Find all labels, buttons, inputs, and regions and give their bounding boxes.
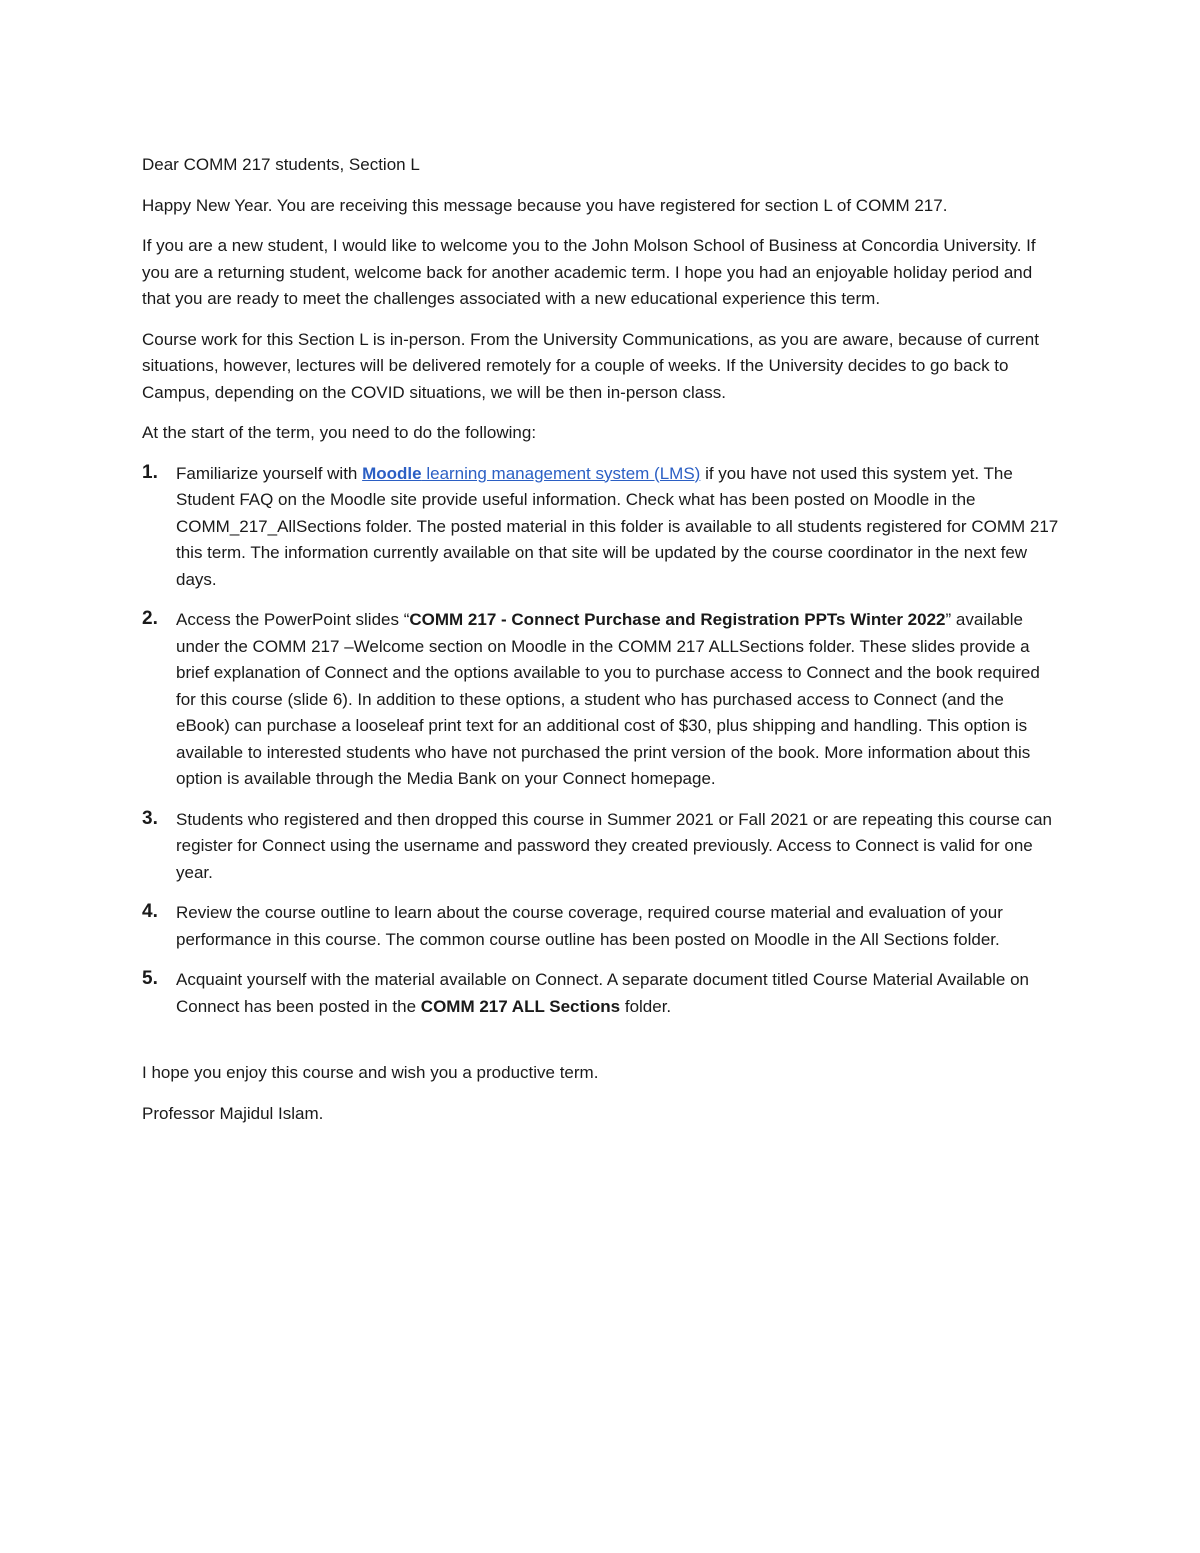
moodle-link-rest[interactable]: learning management system (LMS) <box>421 463 701 483</box>
list-item-1 <box>142 461 1062 594</box>
greeting: Dear COMM 217 students, Section L <box>142 155 420 174</box>
item-number: 2. <box>142 608 158 629</box>
start-intro: At the start of the term, you need to do the following: <box>142 423 537 442</box>
item-number: 5. <box>142 968 158 989</box>
ppt-title: COMM 217 - Connect Purchase and Registration PPTs Winter 2022 <box>409 610 946 629</box>
item-number: 1. <box>142 461 158 483</box>
list-item-4 <box>142 900 1062 953</box>
item-text-pre: Familiarize yourself with <box>176 463 363 483</box>
signature: Professor Majidul Islam. <box>142 1103 324 1123</box>
item-text: Review the course outline to learn about the course coverage, required course material and evaluation of your performance in this course. The common course outline has been posted on Moodle in the All Sections folder. <box>176 903 1003 949</box>
item-text-post: folder. <box>620 996 672 1016</box>
coursework-paragraph: Course work for this Section L is in-person. From the University Communications, as you are aware, because of current situations, however, lectures will be delivered remotely for a couple of weeks. If the University decides to go back to Campus, depending on the COVID situations, we will be then in-person class. <box>142 329 1039 402</box>
item-text-pre: Acquaint yourself with the material available on Connect. A separate document titled Course Material Available on Connect has been posted in the <box>176 970 1030 1016</box>
item-text-post: ” available under the COMM 217 –Welcome section on Moodle in the COMM 217 ALLSections folder. These slides provide a brief explanation of Connect and the options available to you to purchase access to Connect and the book required for this course (slide 6). In addition to these options, a student who has purchased access to Connect (and the eBook) can purchase a looseleaf print text for an additional cost of $30, plus shipping and handling. This option is available to interested students who have not purchased the print version of the book. More information about this option is available through the Media Bank on your Connect homepage. <box>176 610 1040 788</box>
moodle-link-bold[interactable]: Moodle <box>362 463 422 483</box>
todo-list <box>142 461 1062 1021</box>
item-text-post: if you have not used this system yet. The Student FAQ on the Moodle site provide useful information. Check what has been posted on Moodle in the COMM_217_AllSections folder. The posted material in this folder is available to all students registered for COMM 217 this term. The information currently available on that site will be updated by the course coordinator in the next few days. <box>176 463 1059 589</box>
item-text: Students who registered and then dropped this course in Summer 2021 or Fall 2021 or are repeating this course can register for Connect using the username and password they created previously. Access to Connect is valid for one year. <box>176 809 1053 882</box>
item-number: 3. <box>142 807 158 829</box>
welcome-paragraph: If you are a new student, I would like to welcome you to the John Molson School of Business at Concordia University. If you are a returning student, welcome back for another academic term. I hope you had an enjoyable holiday period and that you are ready to meet the challenges associated with a new educational experience this term. <box>142 236 1036 308</box>
list-item-3 <box>142 807 1062 887</box>
list-item-2 <box>142 607 1062 793</box>
spacer <box>142 1034 1062 1060</box>
letter-body <box>142 152 1062 1141</box>
intro-paragraph: Happy New Year. You are receiving this message because you have registered for section L of COMM 217. <box>142 195 948 215</box>
item-text-pre: Access the PowerPoint slides “ <box>176 610 410 629</box>
item-number: 4. <box>142 901 158 922</box>
closing-paragraph: I hope you enjoy this course and wish you a productive term. <box>142 1063 599 1082</box>
list-item-5 <box>142 967 1062 1020</box>
folder-name: COMM 217 ALL Sections <box>420 996 621 1016</box>
moodle-lms-link[interactable] <box>362 464 700 483</box>
